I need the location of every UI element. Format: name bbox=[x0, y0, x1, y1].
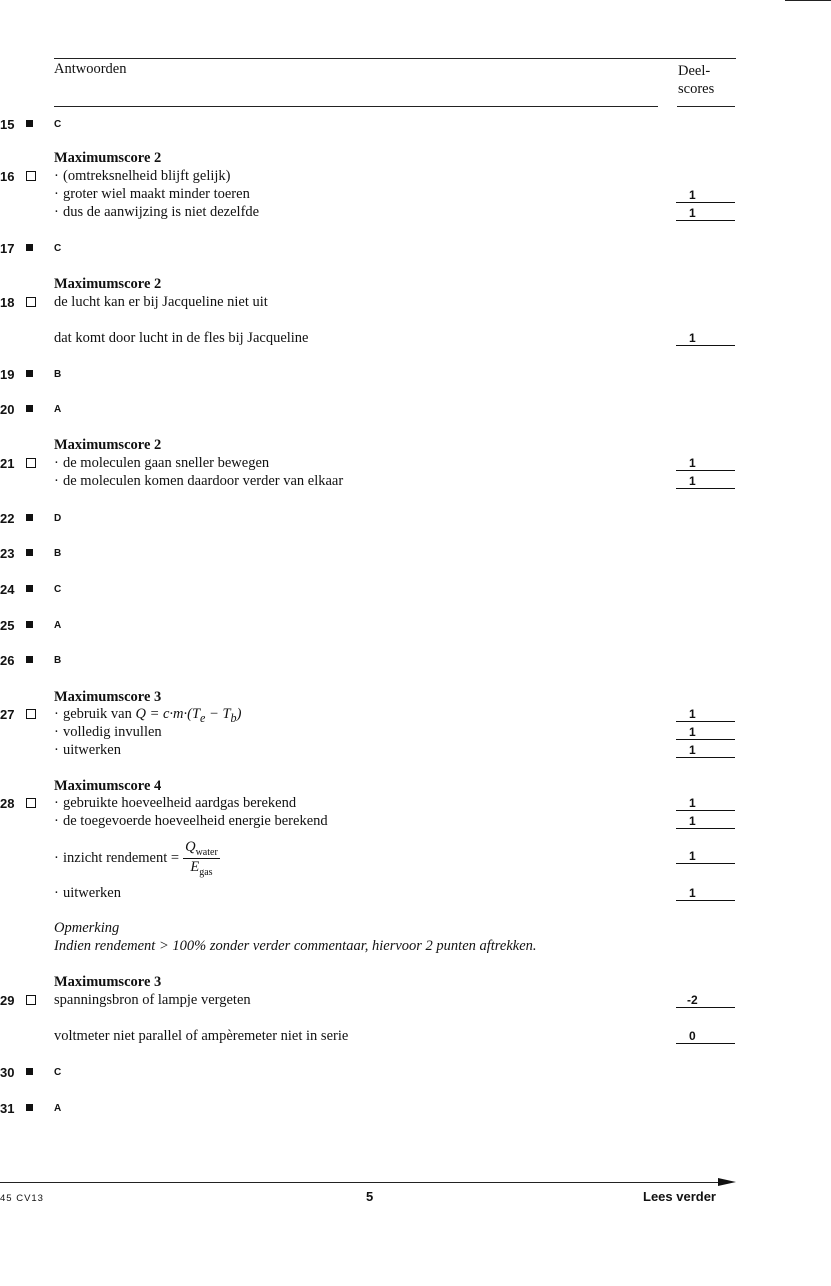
question-number: 29 bbox=[0, 993, 15, 1008]
answer-letter: D bbox=[54, 513, 62, 524]
partial-score: 1 bbox=[676, 456, 735, 471]
max-score: Maximumscore 3 bbox=[54, 974, 162, 990]
partial-score: -2 bbox=[676, 993, 735, 1008]
criterion-item: · de moleculen komen daardoor verder van elkaar bbox=[54, 473, 344, 489]
open-question-marker bbox=[26, 798, 36, 808]
header-top-rule bbox=[54, 58, 736, 59]
question-number: 16 bbox=[0, 169, 15, 184]
page-number: 5 bbox=[366, 1189, 374, 1204]
question-number: 23 bbox=[0, 546, 15, 561]
partial-score: 1 bbox=[676, 743, 735, 758]
partial-score: 1 bbox=[676, 707, 735, 722]
partial-score: 1 bbox=[676, 796, 735, 811]
remark-text: Indien rendement > 100% zonder verder commentaar, hiervoor 2 punten aftrekken. bbox=[54, 938, 537, 954]
partial-score: 1 bbox=[676, 188, 735, 203]
answer-letter: C bbox=[54, 243, 62, 254]
partial-score: 1 bbox=[676, 331, 735, 346]
closed-question-marker bbox=[26, 370, 33, 377]
answer-letter: C bbox=[54, 1067, 62, 1078]
continue-label: Lees verder bbox=[643, 1189, 716, 1204]
header-bottom-rule-left bbox=[54, 106, 658, 107]
open-question-marker bbox=[26, 171, 36, 181]
arrow-right-icon bbox=[718, 1176, 736, 1188]
criterion-item: · de toegevoerde hoeveelheid energie berekend bbox=[54, 813, 328, 829]
question-number: 27 bbox=[0, 707, 15, 722]
question-number: 17 bbox=[0, 241, 15, 256]
footer-code: 45 CV13 bbox=[0, 1193, 44, 1204]
answer-letter: C bbox=[54, 584, 62, 595]
criterion-item: · gebruikte hoeveelheid aardgas berekend bbox=[54, 795, 297, 811]
question-number: 30 bbox=[0, 1065, 15, 1080]
question-number: 25 bbox=[0, 618, 15, 633]
remark-title: Opmerking bbox=[54, 920, 120, 936]
max-score: Maximumscore 2 bbox=[54, 437, 162, 453]
closed-question-marker bbox=[26, 514, 33, 521]
question-number: 18 bbox=[0, 295, 15, 310]
answer-letter: A bbox=[54, 620, 62, 631]
partial-score: 1 bbox=[676, 849, 735, 864]
answer-line: voltmeter niet parallel of ampèremeter niet in serie bbox=[54, 1028, 349, 1044]
open-question-marker bbox=[26, 709, 36, 719]
question-number: 19 bbox=[0, 367, 15, 382]
question-number: 21 bbox=[0, 456, 15, 471]
closed-question-marker bbox=[26, 549, 33, 556]
top-corner-rule bbox=[785, 0, 831, 1]
question-number: 26 bbox=[0, 653, 15, 668]
criterion-item: · (omtreksnelheid blijft gelijk) bbox=[54, 168, 231, 184]
answer-line: de lucht kan er bij Jacqueline niet uit bbox=[54, 294, 268, 310]
answer-line: spanningsbron of lampje vergeten bbox=[54, 992, 251, 1008]
closed-question-marker bbox=[26, 1068, 33, 1075]
partial-score: 1 bbox=[676, 814, 735, 829]
max-score: Maximumscore 2 bbox=[54, 150, 162, 166]
criterion-item: · volledig invullen bbox=[54, 724, 162, 740]
question-number: 22 bbox=[0, 511, 15, 526]
open-question-marker bbox=[26, 995, 36, 1005]
scores-heading-1: Deel- bbox=[678, 63, 711, 79]
closed-question-marker bbox=[26, 621, 33, 628]
criterion-item: · dus de aanwijzing is niet dezelfde bbox=[54, 204, 260, 220]
criterion-item: · gebruik van $Q = c\cdot m\cdot(T_e - T_b)$ bbox=[54, 706, 242, 725]
footer-rule bbox=[0, 1182, 728, 1183]
header-bottom-rule-right bbox=[677, 106, 735, 107]
answer-letter: B bbox=[54, 369, 62, 380]
question-number: 24 bbox=[0, 582, 15, 597]
criterion-item: · groter wiel maakt minder toeren bbox=[54, 186, 250, 202]
partial-score: 1 bbox=[676, 474, 735, 489]
closed-question-marker bbox=[26, 244, 33, 251]
closed-question-marker bbox=[26, 1104, 33, 1111]
answer-letter: B bbox=[54, 548, 62, 559]
criterion-item: · uitwerken bbox=[54, 885, 121, 901]
criterion-item: · inzicht rendement = $\frac{Q_{water}}{E_{gas}}$ bbox=[54, 839, 218, 878]
question-number: 28 bbox=[0, 796, 15, 811]
partial-score: 1 bbox=[676, 886, 735, 901]
heat-formula: $Q = c\cdot m\cdot(T_e - T_b)$ bbox=[135, 706, 242, 725]
max-score: Maximumscore 4 bbox=[54, 778, 162, 794]
closed-question-marker bbox=[26, 120, 33, 127]
efficiency-fraction: $\frac{Q_{water}}{E_{gas}}$ bbox=[185, 839, 218, 878]
answer-letter: C bbox=[54, 119, 62, 130]
answer-line: dat komt door lucht in de fles bij Jacqueline bbox=[54, 330, 309, 346]
question-number: 15 bbox=[0, 117, 15, 132]
criterion-item: · de moleculen gaan sneller bewegen bbox=[54, 455, 270, 471]
max-score: Maximumscore 3 bbox=[54, 689, 162, 705]
open-question-marker bbox=[26, 297, 36, 307]
closed-question-marker bbox=[26, 656, 33, 663]
question-number: 31 bbox=[0, 1101, 15, 1116]
question-number: 20 bbox=[0, 402, 15, 417]
answer-letter: A bbox=[54, 1103, 62, 1114]
answer-letter: A bbox=[54, 404, 62, 415]
open-question-marker bbox=[26, 458, 36, 468]
answers-heading: Antwoorden bbox=[54, 61, 127, 77]
max-score: Maximumscore 2 bbox=[54, 276, 162, 292]
criterion-item: · uitwerken bbox=[54, 742, 121, 758]
closed-question-marker bbox=[26, 585, 33, 592]
closed-question-marker bbox=[26, 405, 33, 412]
partial-score: 1 bbox=[676, 725, 735, 740]
scores-heading-2: scores bbox=[678, 81, 715, 97]
answer-letter: B bbox=[54, 655, 62, 666]
partial-score: 1 bbox=[676, 206, 735, 221]
partial-score: 0 bbox=[676, 1029, 735, 1044]
